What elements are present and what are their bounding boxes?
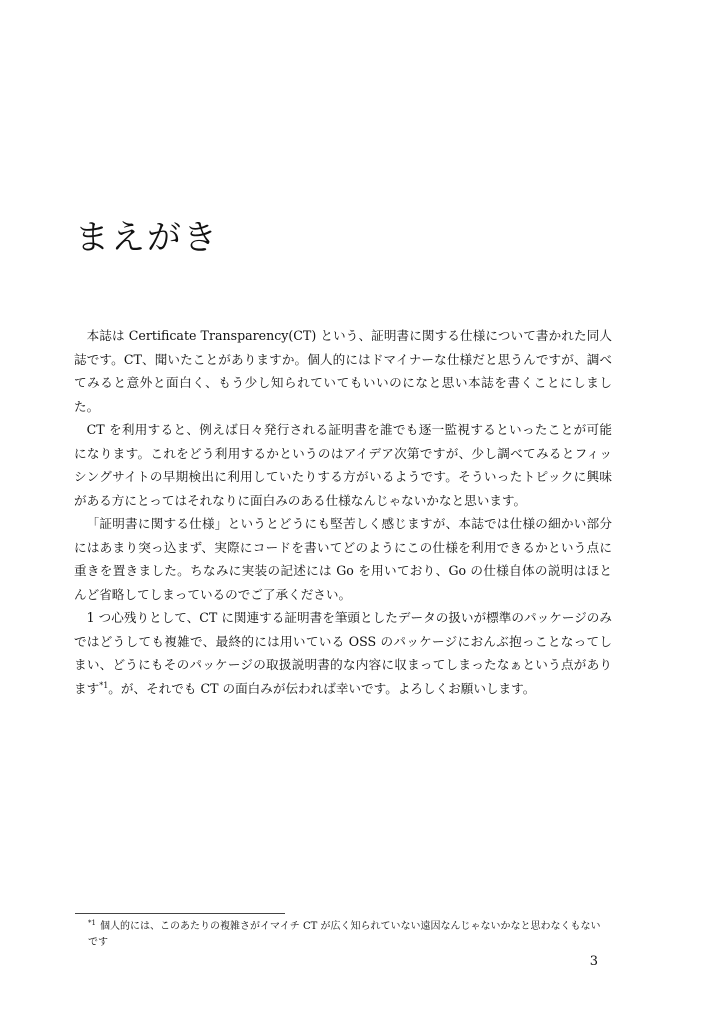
paragraph: 本誌は Certificate Transparency(CT) という、証明書に関する仕様について書かれた同人誌です。CT、聞いたことがありますか。個人的にはドマイナーな仕様だと思うんですが、調べてみると意外と面白く、もう少し知られていてもいいのになと思い本誌を書くことにしました。 bbox=[74, 328, 612, 414]
paragraph bbox=[74, 606, 612, 700]
footnote bbox=[88, 919, 608, 951]
paragraph-text: 1 つ心残りとして、CT に関連する証明書を筆頭としたデータの扱いが標準のパッケージのみではどうしても複雑で、最終的には用いている OSS のパッケージにおんぶ抱っことなってしまい、どうにもそのパッケージの取扱説明書的な内容に収まってしまったなぁという点があります bbox=[74, 610, 612, 696]
footnote-reference[interactable]: *1 bbox=[99, 680, 109, 690]
paragraph-text: 。が、それでも CT の面白みが伝われば幸いです。よろしくお願いします。 bbox=[108, 680, 536, 696]
body-text bbox=[74, 324, 612, 700]
footnote-mark: *1 bbox=[88, 918, 96, 927]
paragraph: 「証明書に関する仕様」というとどうにも堅苦しく感じますが、本誌では仕様の細かい部分にはあまり突っ込まず、実際にコードを書いてどのようにこの仕様を利用できるかという点に重きを置きました。ちなみに実装の記述には Go を用いており、Go の仕様自体の説明はほとんど省略してしまっているのでご了承ください。 bbox=[74, 516, 612, 602]
paragraph: CT を利用すると、例えば日々発行される証明書を誰でも逐一監視するといったことが可能になります。これをどう利用するかというのはアイデア次第ですが、少し調べてみるとフィッシングサイトの早期検出に利用していたりする方がいるようです。そういったトピックに興味がある方にとってはそれなりに面白みのある仕様なんじゃないかなと思います。 bbox=[74, 422, 612, 508]
page-number: 3 bbox=[589, 954, 598, 969]
chapter-title: まえがき bbox=[75, 218, 219, 258]
footnote-text: 個人的には、このあたりの複雑さがイマイチ CT が広く知られていない遠因なんじゃないかなと思わなくもないです bbox=[88, 921, 601, 948]
footnote-divider bbox=[75, 913, 285, 914]
